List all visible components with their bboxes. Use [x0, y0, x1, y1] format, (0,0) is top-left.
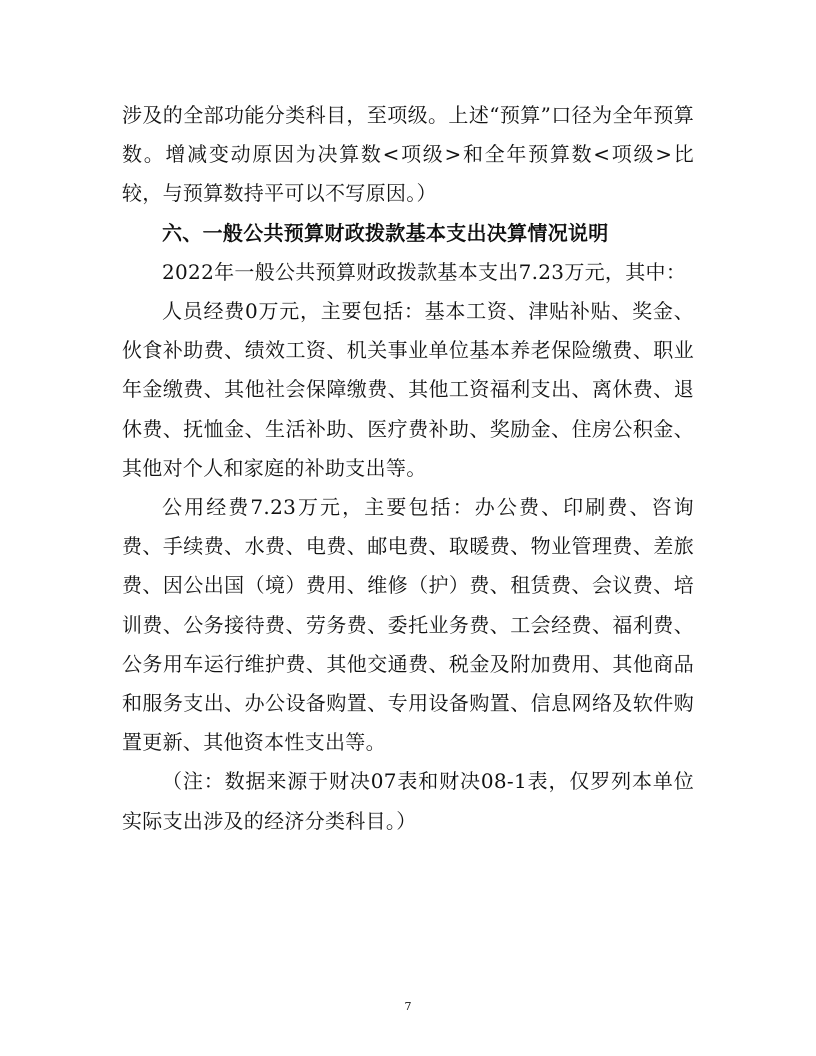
- personnel-expenses-paragraph: 人员经费0万元，主要包括：基本工资、津贴补贴、奖金、伙食补助费、绩效工资、机关事业单位基本养老保险缴费、职业年金缴费、其他社会保障缴费、其他工资福利支出、离休费、退休费、抚恤金、生活补助、医疗费补助、奖励金、住房公积金、其他对个人和家庭的补助支出等。: [122, 299, 694, 480]
- data-source-note: （注：数据来源于财决07表和财决08-1表，仅罗列本单位实际支出涉及的经济分类科目。）: [122, 769, 694, 833]
- public-expenses-paragraph: 公用经费7.23万元，主要包括：办公费、印刷费、咨询费、手续费、水费、电费、邮电费、取暖费、物业管理费、差旅费、因公出国（境）费用、维修（护）费、租赁费、会议费、培训费、公务接待费、劳务费、委托业务费、工会经费、福利费、公务用车运行维护费、其他交通费、税金及附加费用、其他商品和服务支出、办公设备购置、专用设备购置、信息网络及软件购置更新、其他资本性支出等。: [122, 495, 694, 755]
- section-heading: 六、一般公共预算财政拨款基本支出决算情况说明: [162, 220, 609, 245]
- page-number: 7: [404, 1000, 412, 1013]
- continuation-paragraph: 涉及的全部功能分类科目，至项级。上述“预算”口径为全年预算数。增减变动原因为决算数<项级>和全年预算数<项级>比较，与预算数持平可以不写原因。）: [122, 103, 694, 206]
- total-expenditure-paragraph: 2022年一般公共预算财政拨款基本支出7.23万元，其中：: [162, 259, 687, 284]
- document-body: [122, 96, 694, 841]
